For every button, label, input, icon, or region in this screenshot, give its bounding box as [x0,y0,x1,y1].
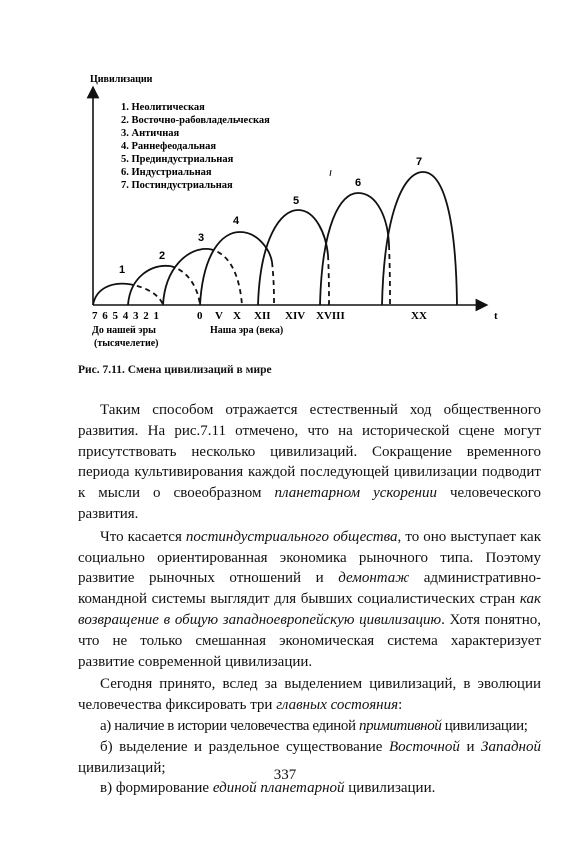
p1-end: человеческого развития. [78,485,541,522]
p2-em1: постиндустриального общества [185,528,398,545]
item-c-1: в) формирование [100,780,213,797]
p2-b: , то оно выступает как социально ориентированная экономика рыночного типа. Поэтому развитие рыночных отношений и [78,528,541,587]
legend-item-2: 2. Восточно-рабовладельческая [121,115,270,126]
p1-text: Таким способом отражается естественный ход общественного развития. На рис.7.11 отмечено, что на исторической сцене могут присутствовать несколько цивилизаций. Сокращение временного периода культивирования каждой последующей цивилизации подводит к мысли о своеобразном [78,402,541,502]
p3-em: главных состояния [276,697,399,714]
page-number: 337 [273,767,297,783]
bc-caption-line2: (тысячелетие) [94,338,159,349]
y-axis-label: Цивилизации [90,74,153,85]
ad-tick-XX: XX [411,310,427,322]
arc-5-dashed [328,255,329,305]
arc-label-3: 3 [198,232,205,244]
p2-em2: демонтаж [338,570,410,587]
body-text [78,400,541,799]
p3-a: Сегодня принято, вслед за выделением цивилизаций, в эволюции человечества фиксировать три [78,676,541,714]
item-c-2: цивилизации. [344,780,436,797]
item-b-em2: Западной [481,738,541,755]
figure-caption [78,364,272,376]
arc-5-solid [258,210,328,305]
caption-number: Рис. 7.11. [78,364,125,376]
arc-1-solid [93,284,128,305]
legend-item-4: 4. Раннефеодальная [121,141,217,152]
bc-caption-line1: До нашей эры [92,325,156,336]
legend-item-1: 1. Неолитическая [121,102,205,113]
ad-tick-XIV: XIV [285,310,306,322]
arc-3-dashed [209,249,242,305]
legend-item-5: 5. Прединдустриальная [121,154,234,165]
ad-tick-XII: XII [254,310,271,322]
paragraph-1 [78,400,541,525]
p1-emphasis: планетарном ускорении [274,485,437,502]
p2-em3: как возвращение в общую западноевропейскую цивилизацию [78,591,541,628]
arc-2-dashed [170,266,200,305]
arc-6-dashed [389,245,390,305]
item-a-em: примитивной [358,717,442,734]
arc-label-2: 2 [159,250,166,262]
arc-7-solid [382,172,457,305]
list-item-a [78,716,541,737]
p3-b: : [398,697,403,714]
paragraph-2 [78,527,541,673]
arc-3-solid [163,249,209,305]
item-a-1: а) наличие в истории человечества единой [100,717,359,734]
item-b-1: б) выделение и раздельное существование [100,738,390,755]
arc-label-6: 6 [355,177,362,189]
arc-4-dashed [272,262,274,305]
ad-caption: Наша эра (века) [210,325,284,336]
item-c-em: единой планетарной [212,780,345,797]
paragraph-3 [78,674,541,716]
legend-item-3: 3. Античная [121,128,180,139]
legend-item-7: 7. Постиндустриальная [121,180,233,191]
legend-item-6: 6. Индустриальная [121,167,212,178]
item-a-2: цивилизации; [441,717,528,734]
caption-text: Смена цивилизаций в мире [127,364,272,376]
t-axis-label: t [494,310,498,322]
p2-d: . Хотя понятно, что не только смешанная экономическая система характеризует развитие современной цивилизации. [78,611,541,670]
p2-a: Что касается [100,528,186,545]
p2-c: административно-командной системы выглядит для бывших социалистических стран [78,570,541,608]
item-b-em1: Восточной [389,738,460,755]
arc-6-solid [320,193,389,305]
arc-label-1: 1 [119,264,126,276]
ad-tick-X: X [233,310,241,322]
item-b-2: и [459,738,482,755]
arc-label-4: 4 [233,215,240,227]
civilizations-figure [0,0,570,360]
arc-label-5: 5 [293,195,300,207]
bc-tick-labels: 7 6 5 4 3 2 1 [92,310,160,322]
arc-label-7: 7 [416,156,423,168]
ad-tick-0: 0 [197,310,203,322]
scan-mark [330,170,331,176]
ad-tick-XVIII: XVIII [316,310,345,322]
ad-tick-V: V [215,310,223,322]
item-b-3: цивилизаций; [78,759,166,776]
